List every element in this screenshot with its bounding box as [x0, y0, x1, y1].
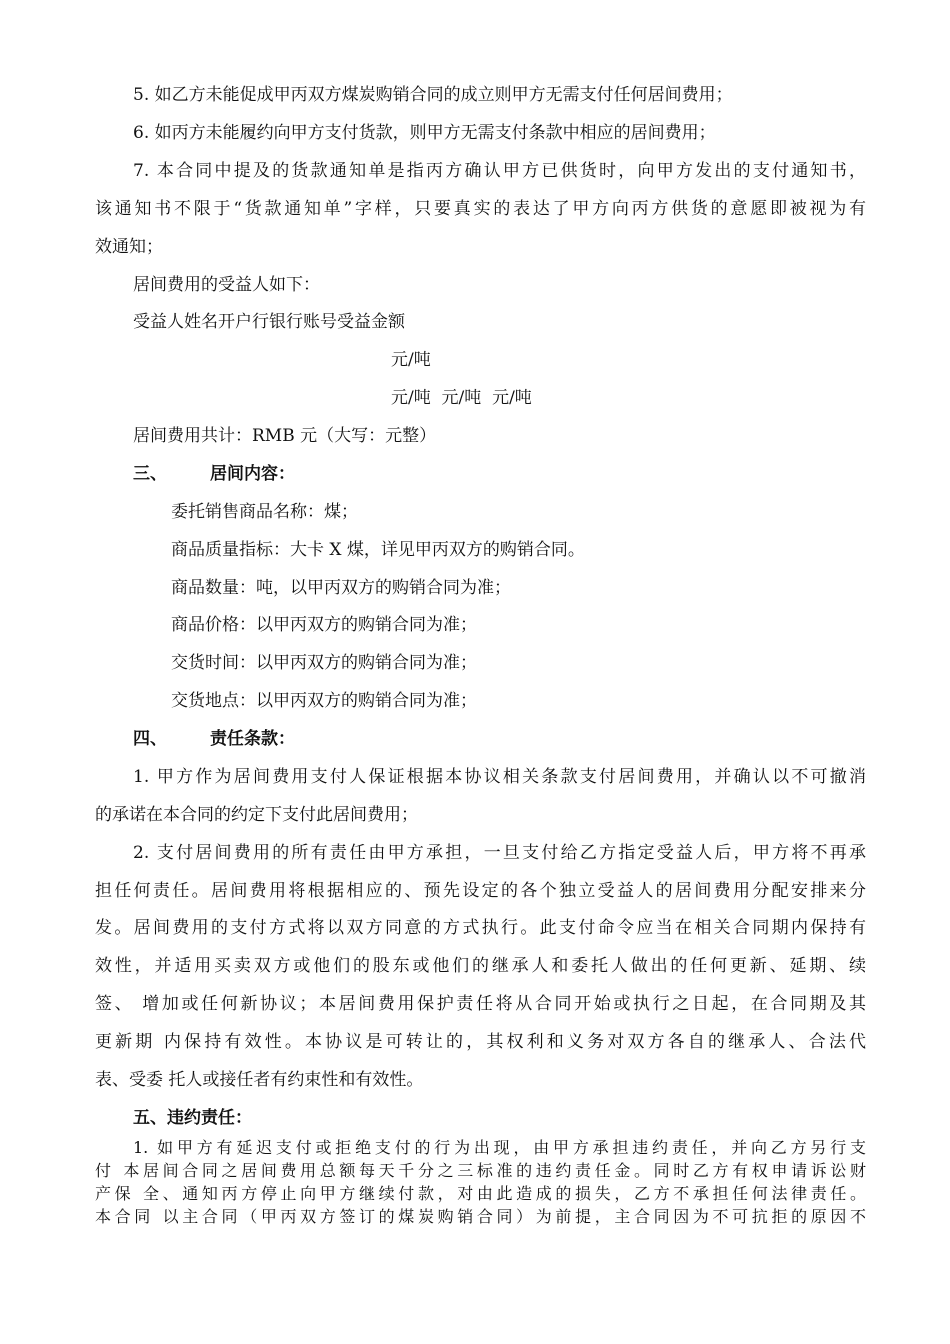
breach-1-line-1: 1. 如甲方有延迟支付或拒绝支付的行为出现，由甲方承担违约责任，并向乙方另行支 [133, 1138, 866, 1157]
section-3-title: 居间内容： [210, 464, 295, 484]
breach-1-line-2: 付 本居间合同之居间费用总额每天千分之三标准的违约责任金。同时乙方有权申请诉讼财 [95, 1161, 866, 1180]
section-4-title: 责任条款： [210, 729, 295, 749]
clause-7-line-3: 效通知； [95, 237, 163, 257]
clause-7-line-2: 该通知书不限于“货款通知单”字样，只要真实的表达了甲方向丙方供货的意愿即被视为有 [95, 199, 866, 219]
beneficiary-columns: 受益人姓名开户行银行账号受益金额 [133, 312, 405, 332]
liability-2-line-3: 发。居间费用的支付方式将以双方同意的方式执行。此支付命令应当在相关合同期内保持有 [95, 918, 866, 938]
breach-1-line-4: 本合同 以主合同（甲丙双方签订的煤炭购销合同）为前提，主合同因为不可抗拒的原因不 [95, 1207, 866, 1226]
beneficiary-amount-row-2: 元/吨 元/吨 元/吨 [391, 388, 532, 408]
section-4-number: 四、 [133, 729, 167, 749]
liability-1-line-2: 的承诺在本合同的约定下支付此居间费用； [95, 805, 418, 825]
section-3-number: 三、 [133, 464, 167, 484]
section-5-title: 五、违约责任： [133, 1108, 252, 1128]
liability-1-line-1: 1. 甲方作为居间费用支付人保证根据本协议相关条款支付居间费用，并确认以不可撤消 [133, 767, 866, 787]
liability-2-line-2: 担任何责任。居间费用将根据相应的、预先设定的各个独立受益人的居间费用分配安排来分 [95, 881, 866, 901]
liability-2-line-5: 签、 增加或任何新协议；本居间费用保护责任将从合同开始或执行之日起，在合同期及其 [95, 994, 866, 1014]
liability-2-line-1: 2. 支付居间费用的所有责任由甲方承担，一旦支付给乙方指定受益人后，甲方将不再承 [133, 843, 866, 863]
liability-2-line-6: 更新期 内保持有效性。本协议是可转让的，其权利和义务对双方各自的继承人、合法代 [95, 1032, 866, 1052]
delivery-time: 交货时间：以甲丙双方的购销合同为准； [171, 653, 477, 673]
beneficiary-heading: 居间费用的受益人如下： [133, 275, 320, 295]
beneficiary-amount-row-1: 元/吨 [391, 350, 431, 370]
breach-1-line-3: 产保 全、通知丙方停止向甲方继续付款，对由此造成的损失，乙方不承担任何法律责任。 [95, 1184, 866, 1203]
liability-2-line-7: 表、受委 托人或接任者有约束性和有效性。 [95, 1070, 424, 1090]
fee-total: 居间费用共计：RMB 元（大写：元整） [133, 426, 437, 446]
goods-quality: 商品质量指标：大卡 X 煤，详见甲丙双方的购销合同。 [171, 540, 585, 560]
goods-name: 委托销售商品名称：煤； [171, 502, 358, 522]
liability-2-line-4: 效性，并适用买卖双方或他们的股东或他们的继承人和委托人做出的任何更新、延期、续 [95, 956, 866, 976]
delivery-place: 交货地点：以甲丙双方的购销合同为准； [171, 691, 477, 711]
clause-6: 6. 如丙方未能履约向甲方支付货款，则甲方无需支付条款中相应的居间费用； [133, 123, 716, 143]
clause-5: 5. 如乙方未能促成甲丙双方煤炭购销合同的成立则甲方无需支付任何居间费用； [133, 85, 733, 105]
clause-7-line-1: 7. 本合同中提及的货款通知单是指丙方确认甲方已供货时，向甲方发出的支付通知书， [133, 161, 866, 181]
goods-quantity: 商品数量：吨，以甲丙双方的购销合同为准； [171, 578, 511, 598]
goods-price: 商品价格：以甲丙双方的购销合同为准； [171, 615, 477, 635]
